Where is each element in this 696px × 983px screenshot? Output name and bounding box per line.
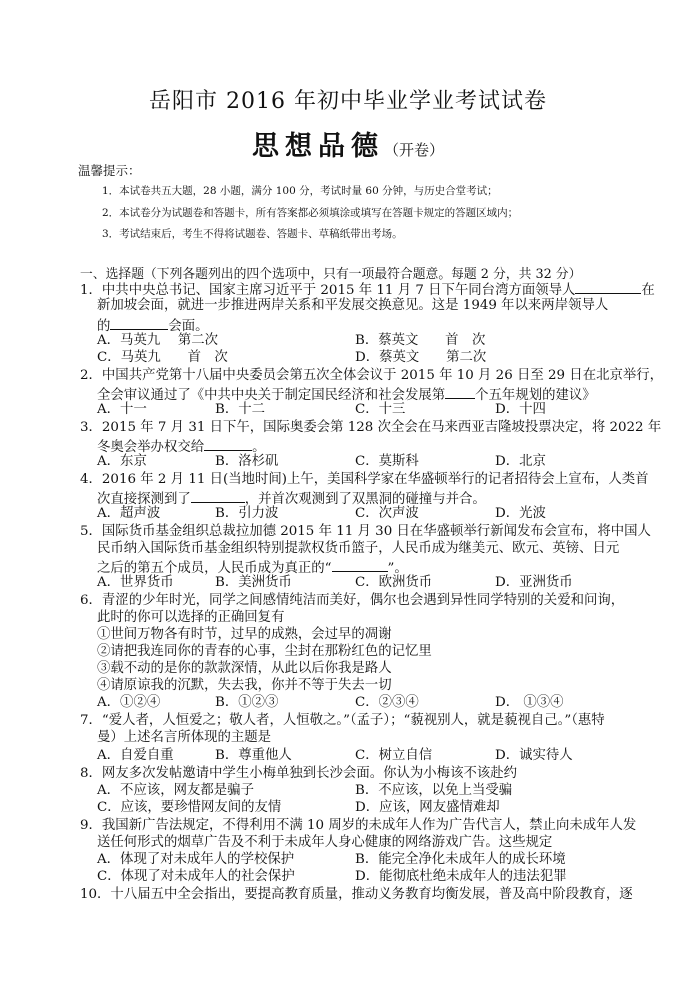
statement-4: ④请原谅我的沉默，失去我，你并不等于失去一切	[97, 678, 392, 693]
option-a: A．体现了对未成年人的学校保护	[97, 852, 295, 867]
option-d: D．应该，网友盛情难却	[355, 800, 500, 815]
text: ，并首次观测到了双黑洞的碰撞与并合。	[244, 492, 486, 507]
question-7-line: 曼）上述名言所体现的主题是	[97, 730, 272, 745]
option-d: D． ①③④	[495, 695, 564, 710]
question-6-line: 6．青涩的少年时光，同学之间感情纯洁而美好，偶尔也会遇到异性同学特别的关爱和问询，	[80, 593, 625, 608]
question-9-line: 送任何形式的烟草广告及不利于未成年人身心健康的网络游戏广告。这些规定	[97, 835, 553, 850]
text: ”。	[387, 561, 408, 576]
question-5-line: 5．国际货币基金组织总裁拉加德 2015 年 11 月 30 日在华盛顿举行新闻发布会宣布，将中国人	[80, 524, 651, 539]
question-10-line: 10．十八届五中全会指出，要提高教育质量，推动义务教育均衡发展，普及高中阶段教育，逐	[80, 887, 633, 902]
option-a: A．马英九 第二次	[97, 333, 219, 348]
text: 次直接探测到了	[97, 492, 191, 507]
text: 的	[97, 319, 111, 334]
answer-blank	[204, 436, 252, 451]
option-d: D．亚洲货币	[495, 575, 573, 590]
text: 1．中共中央总书记、国家主席习近平于 2015 年 11 月 7 日下午同台湾方面领导人	[80, 283, 576, 298]
option-c: C．马英九 首 次	[97, 350, 228, 365]
subject-note: （开卷）	[383, 141, 444, 159]
text: 。	[252, 440, 266, 455]
option-b: B．洛杉矶	[215, 454, 279, 469]
option-a: A．不应该，网友都是骗子	[97, 783, 254, 798]
text: 之后的第五个成员，人民币成为真正的“	[97, 561, 332, 576]
option-c: C．②③④	[355, 695, 419, 710]
option-c: C．莫斯科	[355, 454, 419, 469]
question-1-line: 新加坡会面，就进一步推进两岸关系和平发展交换意见。这是 1949 年以来两岸领导人	[97, 298, 609, 313]
option-d: D．光波	[495, 506, 546, 521]
tip-item: 3．考试结束后，考生不得将试题卷、答题卡、草稿纸带出考场。	[102, 228, 403, 240]
section-heading: 一、选择题（下列各题列出的四个选项中，只有一项最符合题意。每题 2 分，共 32 分）	[80, 267, 582, 282]
option-d: D．诚实待人	[495, 748, 573, 763]
option-a: A．超声波	[97, 506, 161, 521]
tip-item: 2．本试卷分为试题卷和答题卡，所有答案都必须填涂或填写在答题卡规定的答题区域内；	[102, 207, 519, 219]
statement-1: ①世间万物各有时节，过早的成熟，会过早的凋谢	[97, 627, 392, 642]
option-c: C．十三	[355, 402, 406, 417]
answer-blank	[445, 384, 475, 399]
option-b: B．①②③	[215, 695, 279, 710]
option-b: B．尊重他人	[215, 748, 292, 763]
question-4-line: 4．2016 年 2 月 11 日(当地时间)上午，美国科学家在华盛顿举行的记者招待会上宣布，人类首	[80, 472, 649, 487]
option-c: C．体现了对未成年人的社会保护	[97, 869, 295, 884]
option-a: A．东京	[97, 454, 147, 469]
option-c: C．欧洲货币	[355, 575, 433, 590]
question-5-line: 民币纳入国际货币基金组织特别提款权货币篮子，人民币成为继美元、欧元、英镑、日元	[97, 541, 620, 556]
text: 全会审议通过了《中共中央关于制定国民经济和社会发展第	[97, 388, 446, 403]
question-7-line: 7．“爱人者，人恒爱之；敬人者，人恒敬之。”（孟子）；“藐视别人，就是藐视自己。”（惠特	[80, 713, 605, 728]
answer-blank	[332, 557, 388, 572]
exam-title: 岳阳市 2016 年初中毕业学业考试试卷	[149, 89, 547, 114]
option-d: D．能彻底杜绝未成年人的违法犯罪	[355, 869, 567, 884]
answer-blank	[575, 279, 641, 294]
subject-heading	[0, 124, 696, 163]
option-a: A．世界货币	[97, 575, 174, 590]
answer-blank	[191, 488, 245, 503]
option-a: A．①②④	[97, 695, 161, 710]
option-d: D．十四	[495, 402, 546, 417]
option-d: D．北京	[495, 454, 546, 469]
option-b: B．能完全净化未成年人的成长环境	[355, 852, 566, 867]
option-a: A．自爱自重	[97, 748, 174, 763]
tip-item: 1．本试卷共五大题，28 小题，满分 100 分，考试时量 60 分钟，与历史合堂考试；	[102, 185, 498, 197]
text: 冬奥会举办权交给	[97, 440, 205, 455]
question-3-line: 3．2015 年 7 月 31 日下午，国际奥委会第 128 次全会在马来西亚吉隆坡投票决定，将 2022 年	[80, 420, 662, 435]
option-c: C．次声波	[355, 506, 419, 521]
subject-name: 思想品德	[251, 131, 384, 162]
option-c: C．树立自信	[355, 748, 433, 763]
question-2-line: 2．中国共产党第十八届中央委员会第五次全体会议于 2015 年 10 月 26 日至 29 日在北京举行，	[80, 368, 664, 383]
option-b: B．十二	[215, 402, 266, 417]
option-c: C．应该，要珍惜网友间的友情	[97, 800, 282, 815]
statement-2: ②请把我连同你的青春的心事，尘封在那粉红色的记忆里	[97, 644, 432, 659]
option-b: B．美洲货币	[215, 575, 292, 590]
text: 在	[641, 283, 655, 298]
statement-3: ③载不动的是你的款款深情，从此以后你我是路人	[97, 661, 392, 676]
text: 会面。	[168, 319, 209, 334]
option-b: B．蔡英文 首 次	[355, 333, 486, 348]
tips-heading: 温馨提示：	[78, 163, 141, 178]
text: 个五年规划的建议》	[475, 388, 596, 403]
question-9-line: 9．我国新广告法规定，不得利用不满 10 周岁的未成年人作为广告代言人，禁止向未成年人发	[80, 818, 637, 833]
option-b: B．引力波	[215, 506, 279, 521]
option-a: A．十一	[97, 402, 147, 417]
question-8-line: 8．网友多次发帖邀请中学生小梅单独到长沙会面。你认为小梅该不该赴约	[80, 766, 518, 781]
question-6-line: 此时的你可以选择的正确回复有	[97, 610, 285, 625]
option-d: D．蔡英文 第二次	[355, 350, 487, 365]
option-b: B．不应该，以免上当受骗	[355, 783, 513, 798]
answer-blank	[110, 315, 168, 330]
